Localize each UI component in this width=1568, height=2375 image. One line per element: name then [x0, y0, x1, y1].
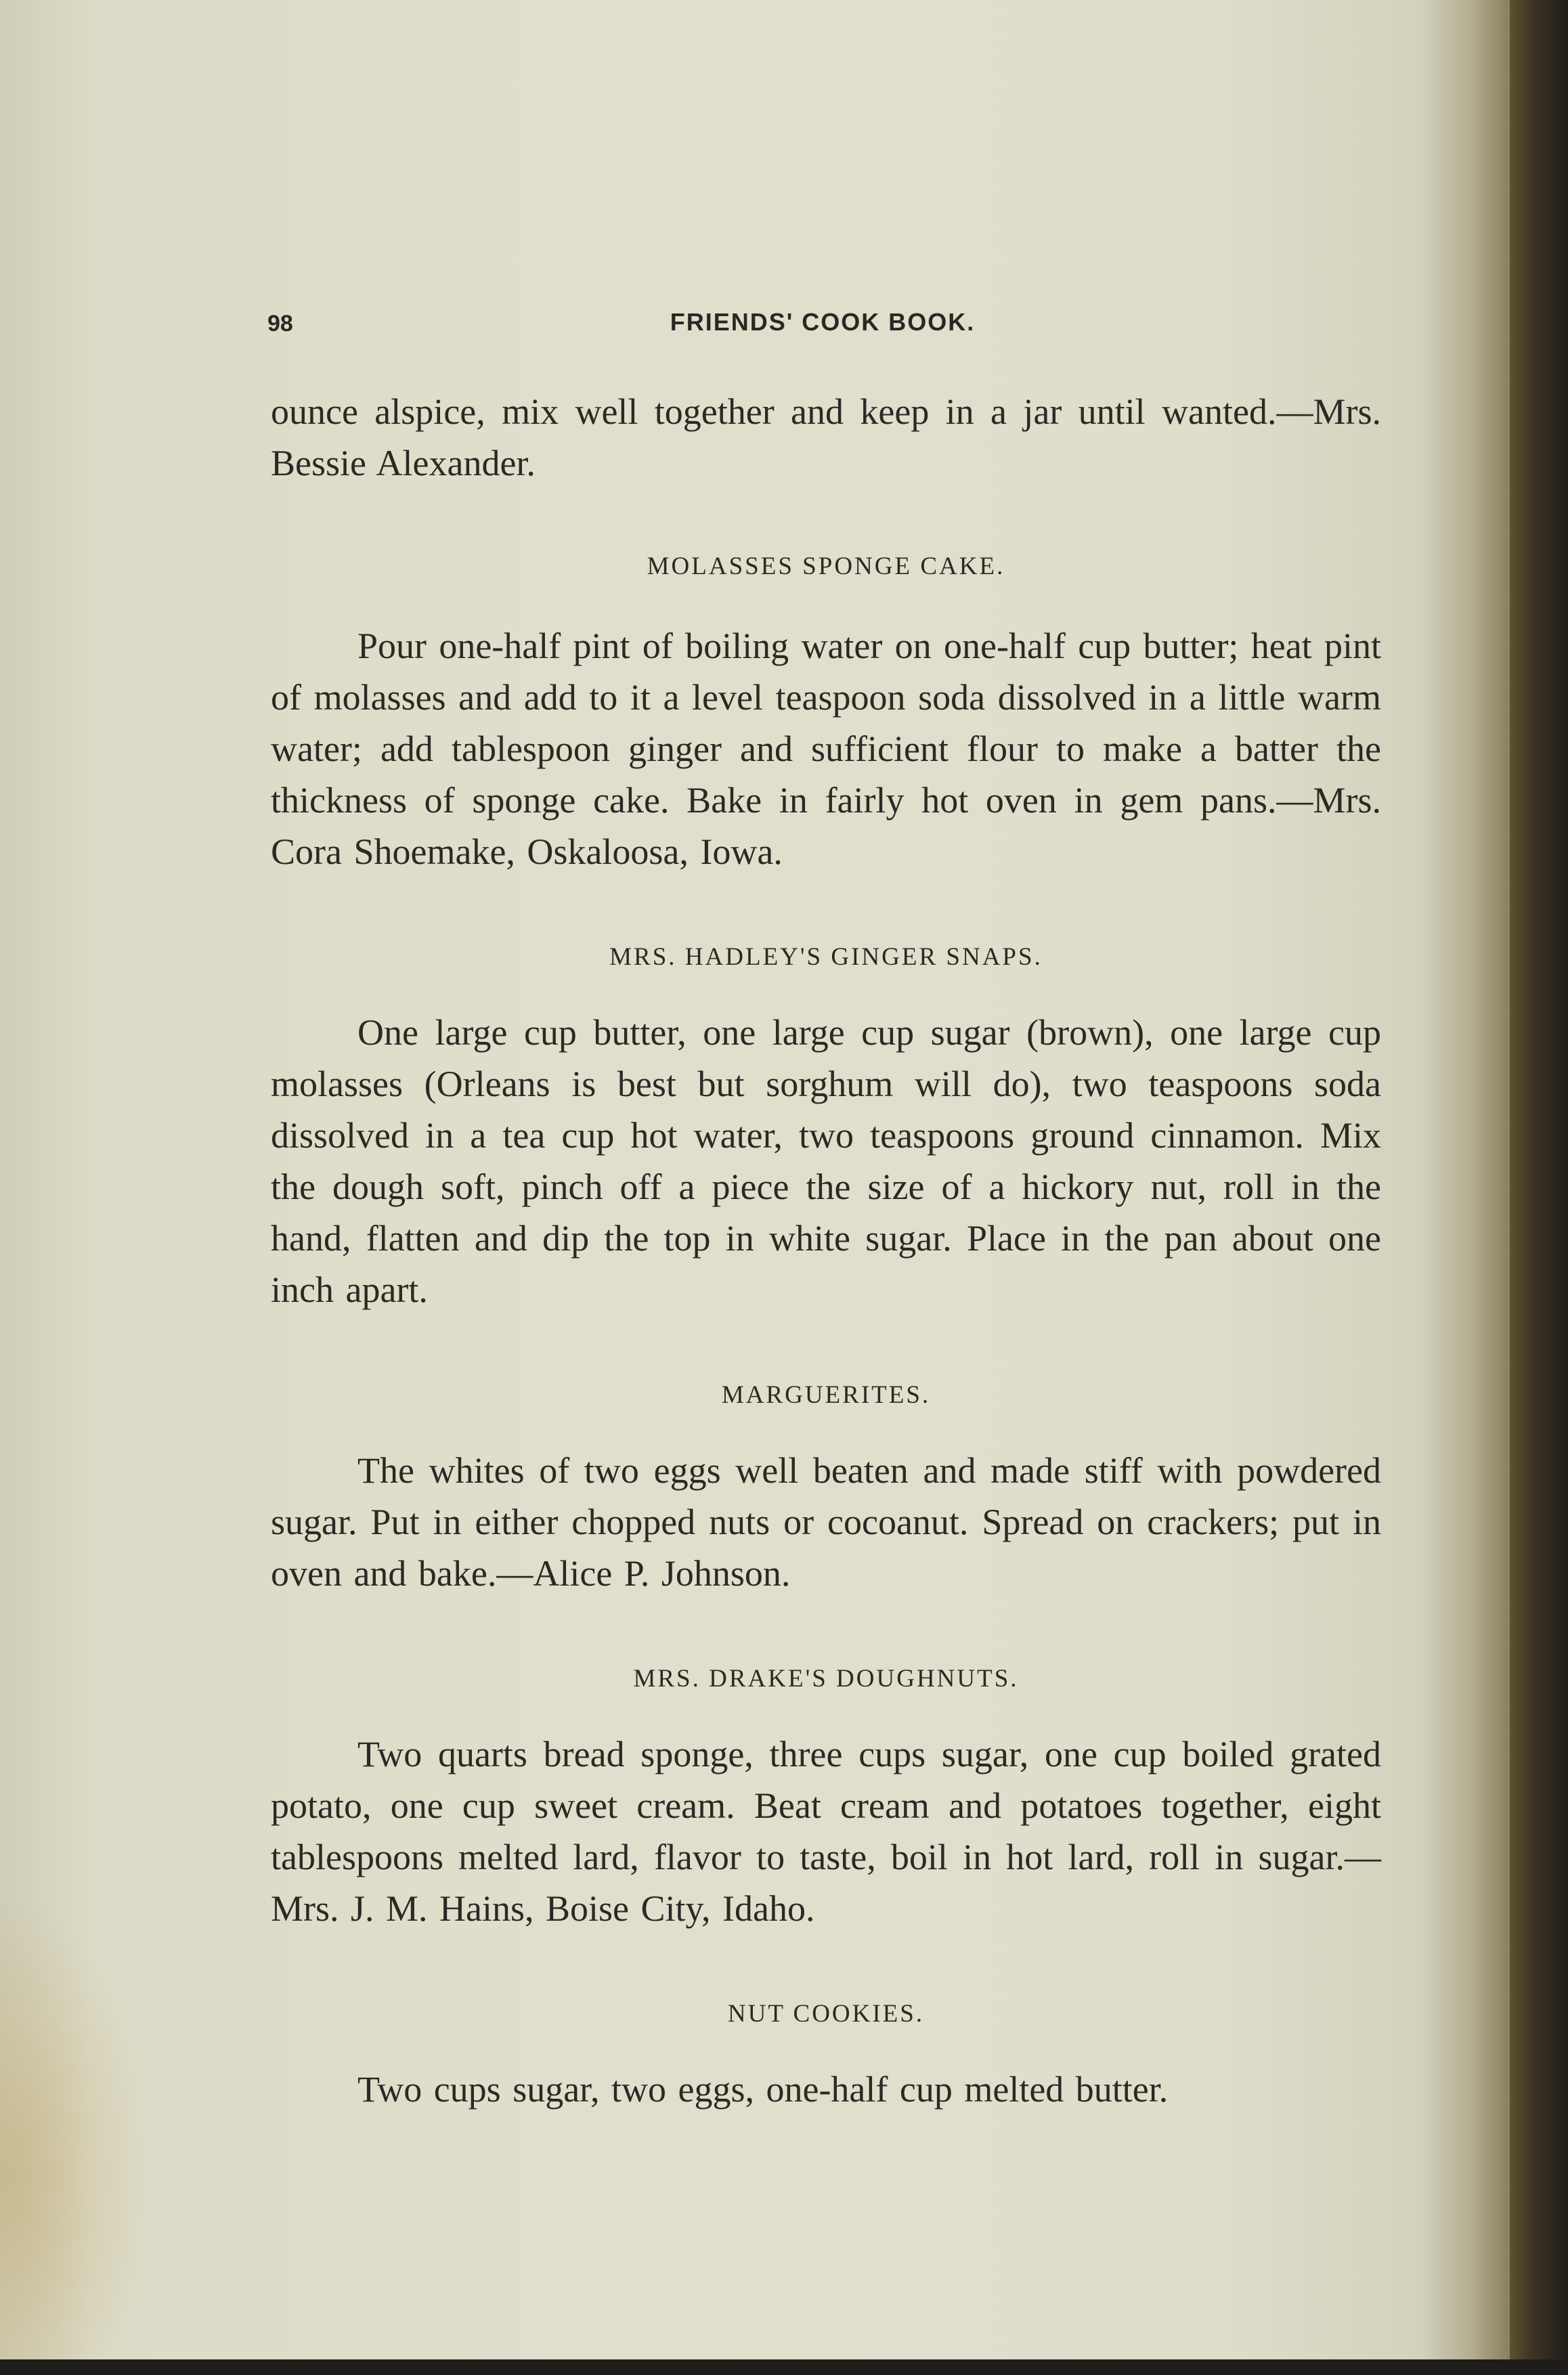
recipe-title-nut-cookies: NUT COOKIES.	[727, 2000, 925, 2028]
recipe-title-doughnuts: MRS. DRAKE'S DOUGHNUTS.	[633, 1665, 1019, 1693]
page-edge-shading	[1422, 0, 1510, 2359]
recipe-title-marguerites: MARGUERITES.	[721, 1381, 931, 1409]
recipe-body-ginger-snaps: One large cup butter, one large cup sugar (brown), one large cup molasses (Orleans is best but sorghum will do), two teaspoons soda dissolved in a tea cup hot water, two teaspoons ground cinnamon. Mix the dough soft, pinch off a piece the size of a hickory nut, roll in the hand, flatten and dip the top in white sugar. Place in the pan about one inch apart.	[271, 1012, 1381, 1310]
recipe-body-marguerites: The whites of two eggs well beaten and made stiff with powdered sugar. Put in either chopped nuts or cocoanut. Spread on crackers; put in oven and bake.—Alice P. Johnson.	[271, 1450, 1381, 1594]
book-bottom-edge	[0, 2359, 1568, 2375]
recipe-title-ginger-snaps: MRS. HADLEY'S GINGER SNAPS.	[609, 943, 1043, 971]
book-title: FRIENDS' COOK BOOK.	[670, 308, 976, 336]
page-number: 98	[267, 311, 293, 336]
continued-paragraph: ounce alspice, mix well together and keep in a jar until wanted.—Mrs. Bessie Alexander.	[271, 391, 1381, 483]
recipe-body-doughnuts: Two quarts bread sponge, three cups sugar, one cup boiled grated potato, one cup sweet cream. Beat cream and potatoes together, eight tablespoons melted lard, flavor to taste, boil in hot lard, roll in sugar.—Mrs. J. M. Hains, Boise City, Idaho.	[271, 1734, 1381, 1929]
page-content	[271, 386, 1381, 2115]
recipe-body-molasses-sponge-cake: Pour one-half pint of boiling water on one-half cup butter; heat pint of molasses and add to it a level teaspoon soda dissolved in a little warm water; add tablespoon ginger and sufficient flour to make a batter the thickness of sponge cake. Bake in fairly hot oven in gem pans.—Mrs. Cora Shoemake, Oskaloosa, Iowa.	[271, 626, 1381, 872]
recipe-title-molasses-sponge-cake: MOLASSES SPONGE CAKE.	[647, 552, 1005, 580]
page-stain	[0, 1896, 149, 2359]
running-head	[267, 308, 1378, 349]
book-cover-edge	[1510, 0, 1568, 2375]
recipe-body-nut-cookies: Two cups sugar, two eggs, one-half cup melted butter.	[357, 2069, 1169, 2110]
